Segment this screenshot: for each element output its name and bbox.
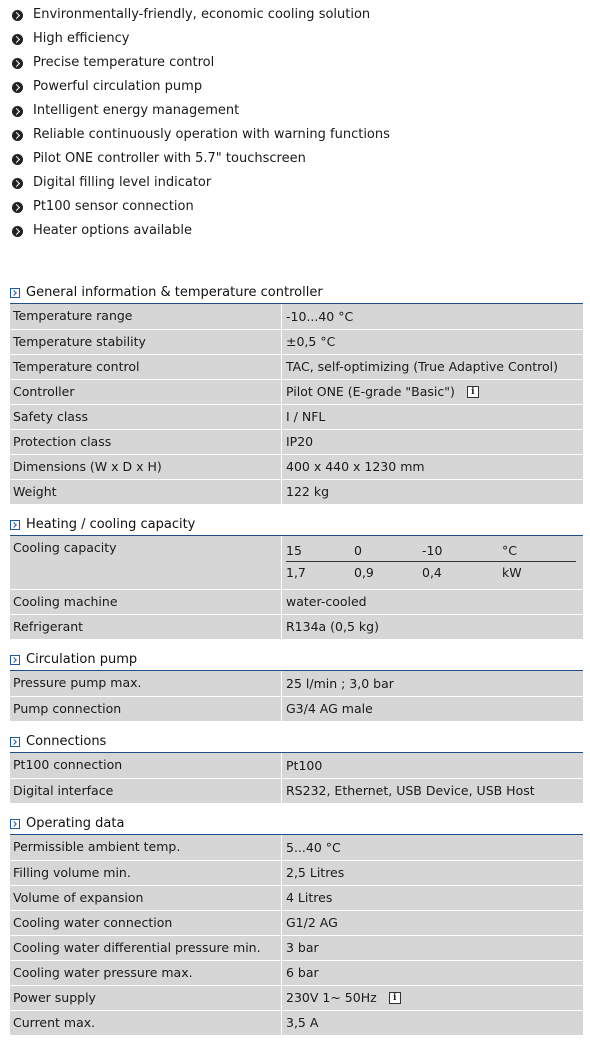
circle-chevron-right-icon <box>12 34 23 45</box>
section-pump <box>10 671 583 721</box>
table-row: Weight 122 kg <box>10 479 583 504</box>
circle-chevron-right-icon <box>12 82 23 93</box>
table-row: Cooling water connection G1/2 AG <box>10 910 583 935</box>
table-row: Cooling capacity 15 0 -10 °C 1,7 0,9 0,4 kW <box>10 536 583 589</box>
table-row: Temperature range -10...40 °C <box>10 304 583 329</box>
section-header-general[interactable]: General information & temperature controller <box>10 280 583 304</box>
table-row: Permissible ambient temp. 5...40 °C <box>10 835 583 860</box>
circle-chevron-right-icon <box>12 10 23 21</box>
table-row: Filling volume min. 2,5 Litres <box>10 860 583 885</box>
capacity-powers: 1,7 0,9 0,4 kW <box>286 565 522 580</box>
circle-chevron-right-icon <box>12 58 23 69</box>
square-chevron-right-icon <box>10 520 20 530</box>
feature-item: Powerful circulation pump <box>12 75 390 99</box>
square-chevron-right-icon <box>10 819 20 829</box>
info-icon[interactable]: i <box>389 992 401 1004</box>
capacity-temperatures: 15 0 -10 °C <box>286 540 576 562</box>
square-chevron-right-icon <box>10 655 20 665</box>
table-row: Cooling water differential pressure min. 3 bar <box>10 935 583 960</box>
feature-item: Environmentally-friendly, economic cooling solution <box>12 3 390 27</box>
feature-item: Pilot ONE controller with 5.7" touchscreen <box>12 147 390 171</box>
circle-chevron-right-icon <box>12 130 23 141</box>
table-row: Cooling water pressure max. 6 bar <box>10 960 583 985</box>
info-icon[interactable]: i <box>467 386 479 398</box>
feature-list <box>12 3 390 243</box>
feature-item: High efficiency <box>12 27 390 51</box>
square-chevron-right-icon <box>10 737 20 747</box>
table-row: Cooling machine water-cooled <box>10 589 583 614</box>
table-row: Volume of expansion 4 Litres <box>10 885 583 910</box>
table-row: Pt100 connection Pt100 <box>10 753 583 778</box>
section-header-connections[interactable]: Connections <box>10 729 583 753</box>
table-row: Pressure pump max. 25 l/min ; 3,0 bar <box>10 671 583 696</box>
table-row: Protection class IP20 <box>10 429 583 454</box>
feature-item: Pt100 sensor connection <box>12 195 390 219</box>
section-header-pump[interactable]: Circulation pump <box>10 647 583 671</box>
circle-chevron-right-icon <box>12 154 23 165</box>
section-general <box>10 304 583 504</box>
table-row: Temperature stability ±0,5 °C <box>10 329 583 354</box>
square-chevron-right-icon <box>10 288 20 298</box>
section-connections <box>10 753 583 803</box>
circle-chevron-right-icon <box>12 202 23 213</box>
section-operating <box>10 835 583 1035</box>
circle-chevron-right-icon <box>12 106 23 117</box>
feature-item: Heater options available <box>12 219 390 243</box>
feature-item: Digital filling level indicator <box>12 171 390 195</box>
table-row: Power supply 230V 1~ 50Hz i <box>10 985 583 1010</box>
table-row: Dimensions (W x D x H) 400 x 440 x 1230 mm <box>10 454 583 479</box>
table-row: Refrigerant R134a (0,5 kg) <box>10 614 583 639</box>
table-row: Current max. 3,5 A <box>10 1010 583 1035</box>
feature-item: Precise temperature control <box>12 51 390 75</box>
section-header-operating[interactable]: Operating data <box>10 811 583 835</box>
cooling-capacity-table <box>286 540 576 584</box>
table-row: Pump connection G3/4 AG male <box>10 696 583 721</box>
section-capacity <box>10 536 583 639</box>
table-row: Controller Pilot ONE (E-grade "Basic") i <box>10 379 583 404</box>
circle-chevron-right-icon <box>12 178 23 189</box>
feature-item: Reliable continuously operation with warning functions <box>12 123 390 147</box>
feature-item: Intelligent energy management <box>12 99 390 123</box>
table-row: Temperature control TAC, self-optimizing (True Adaptive Control) <box>10 354 583 379</box>
section-header-capacity[interactable]: Heating / cooling capacity <box>10 512 583 536</box>
table-row: Safety class I / NFL <box>10 404 583 429</box>
spec-tables <box>10 280 583 1035</box>
circle-chevron-right-icon <box>12 226 23 237</box>
table-row: Digital interface RS232, Ethernet, USB Device, USB Host <box>10 778 583 803</box>
